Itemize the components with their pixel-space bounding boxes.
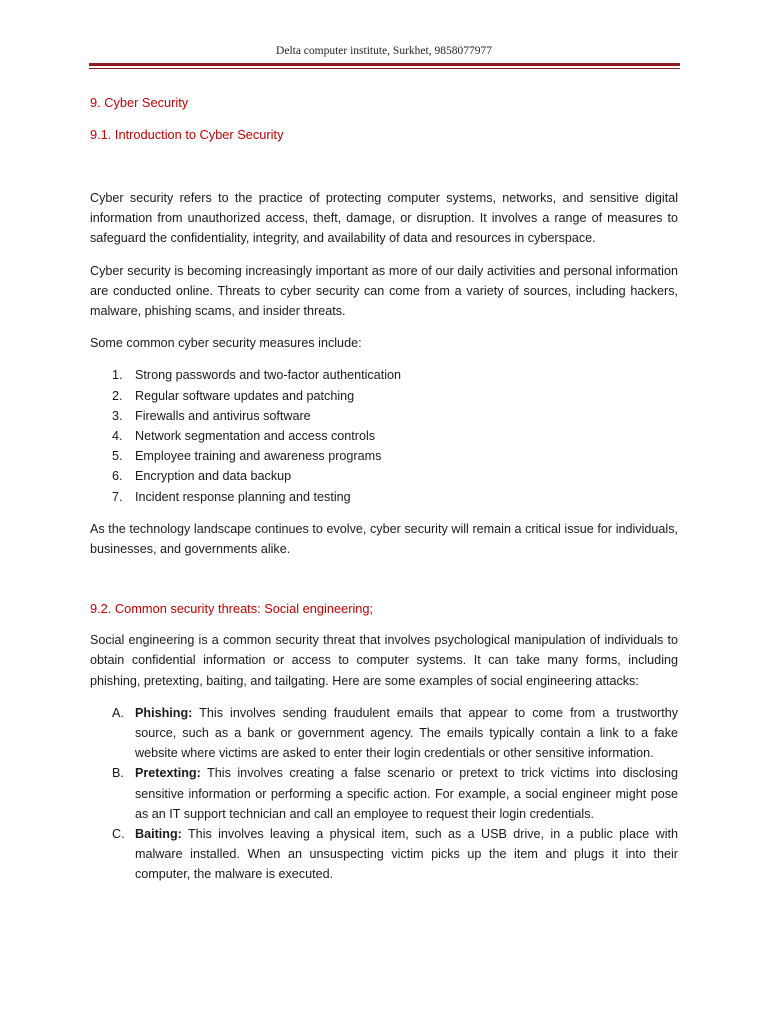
list-item (90, 406, 678, 426)
attack-examples-list (90, 703, 678, 885)
list-item-text: Encryption and data backup (135, 469, 292, 484)
list-item (90, 824, 678, 885)
term: Phishing: (135, 705, 193, 720)
document-body (90, 93, 678, 897)
header-rule-thick (89, 63, 680, 66)
list-item-text: Firewalls and antivirus software (135, 408, 311, 423)
list-letter: A. (112, 705, 124, 720)
section-heading: 9. Cyber Security (90, 95, 189, 110)
list-number: 1. (112, 368, 123, 383)
list-item-text: Employee training and awareness programs (135, 449, 382, 464)
list-item (90, 386, 678, 406)
list-number: 3. (112, 408, 123, 423)
list-number: 7. (112, 489, 123, 504)
paragraph: Cyber security refers to the practice of protecting computer systems, networks, and sensitive digital information from unauthorized access, theft, damage, or disruption. It involves a range of measures to safeguard the confidentiality, integrity, and availability of data and resources in cyberspace. (90, 191, 678, 246)
list-item (90, 466, 678, 486)
term-description: This involves leaving a physical item, such as a USB drive, in a public place with malware installed. When an unsuspecting victim picks up the item and plugs it into their computer, the malware is executed. (135, 827, 678, 882)
list-number: 5. (112, 449, 123, 464)
subsection-heading-social-engineering: 9.2. Common security threats: Social engineering; (90, 601, 374, 617)
term-description: This involves sending fraudulent emails that appear to come from a trustworthy source, such as a bank or government agency. The emails typically contain a link to a fake website where victims are asked to enter their login credentials or other sensitive information. (135, 705, 678, 761)
paragraph: Some common cyber security measures include: (90, 336, 362, 351)
list-item (90, 487, 678, 507)
header-rule-thin (89, 68, 680, 69)
subsection-heading-intro: 9.1. Introduction to Cyber Security (90, 127, 284, 142)
list-item (90, 703, 678, 764)
term: Pretexting: (135, 766, 201, 781)
term: Baiting: (135, 827, 182, 842)
paragraph: Cyber security is becoming increasingly important as more of our daily activities and personal information are conducted online. Threats to cyber security can come from a variety of sources, including hackers, malware, phishing scams, and insider threats. (90, 263, 678, 319)
list-item-text: Network segmentation and access controls (135, 429, 376, 444)
page-header: Delta computer institute, Surkhet, 9858077977 (276, 45, 492, 57)
list-item (90, 426, 678, 446)
list-number: 2. (112, 388, 123, 403)
term-description: This involves creating a false scenario or pretext to trick victims into disclosing sensitive information or performing a specific action. For example, a social engineer might pose as an IT support technician and call an employee to request their login credentials. (135, 766, 678, 821)
list-letter: B. (112, 766, 124, 781)
measures-list (90, 365, 678, 506)
paragraph: Social engineering is a common security threat that involves psychological manipulation of individuals to obtain confidential information or access to computer systems. It can take many forms, including phishing, pretexting, baiting, and tailgating. Here are some examples of social engineering attacks: (90, 633, 678, 688)
list-item (90, 446, 678, 466)
list-item-text: Incident response planning and testing (135, 489, 351, 504)
list-number: 4. (112, 429, 123, 444)
list-item-text: Regular software updates and patching (135, 388, 355, 403)
list-number: 6. (112, 469, 123, 484)
paragraph: As the technology landscape continues to evolve, cyber security will remain a critical issue for individuals, businesses, and governments alike. (90, 521, 678, 557)
list-item-text: Strong passwords and two-factor authentication (135, 368, 402, 383)
list-letter: C. (112, 827, 125, 842)
list-item (90, 365, 678, 385)
list-item (90, 763, 678, 824)
